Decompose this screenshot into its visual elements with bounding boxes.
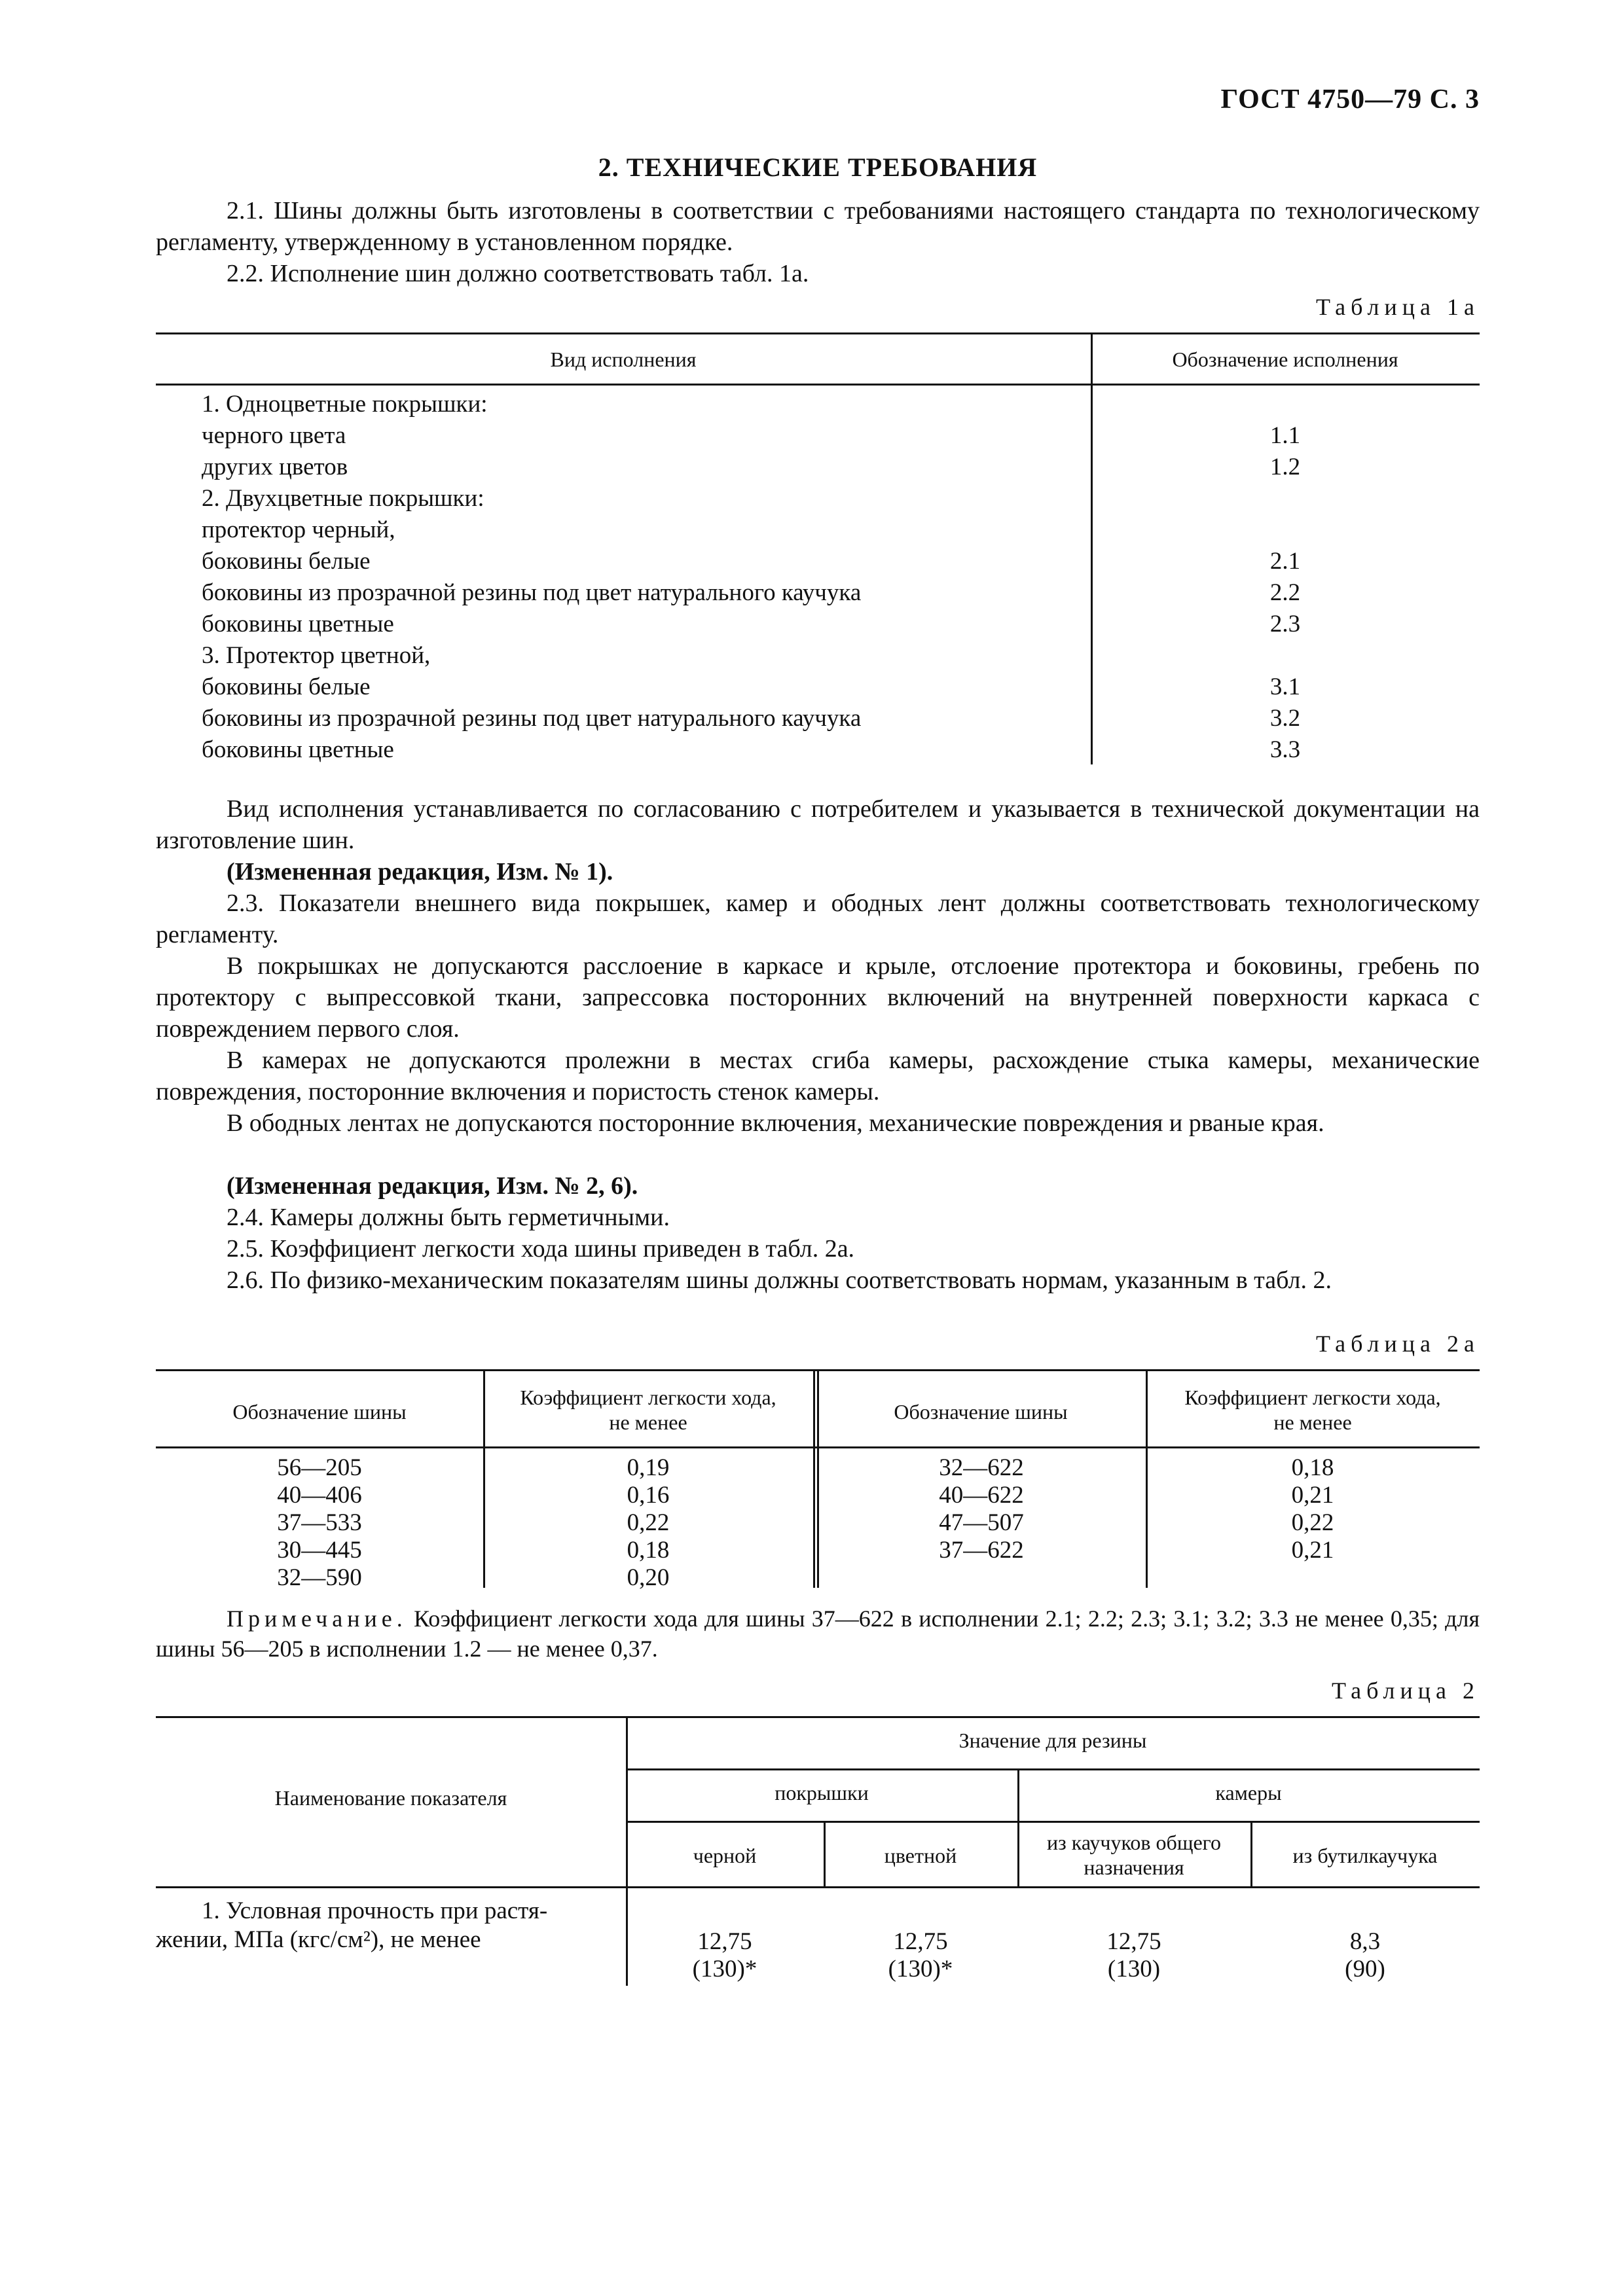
table-1a-row-name: протектор черный, xyxy=(202,516,395,543)
table-2-h-name: Наименование показателя xyxy=(274,1786,507,1810)
table-2a-right-coefficient: 0,21 xyxy=(1291,1482,1334,1509)
table-2a-left-coefficient: 0,22 xyxy=(627,1509,670,1536)
table-2a-h4 xyxy=(1146,1385,1480,1435)
table-2a-h1: Обозначение шины xyxy=(232,1400,407,1424)
table-2a-left-coefficient: 0,18 xyxy=(627,1537,670,1564)
table-2-row1-name-line1: 1. Условная прочность при растя- xyxy=(202,1897,548,1924)
paragraph-2-4: 2.4. Камеры должны быть герметичными. xyxy=(227,1204,670,1231)
table-1a-row-name: боковины цветные xyxy=(202,611,394,637)
paragraph-2-5: 2.5. Коэффициент легкости хода шины приведен в табл. 2а. xyxy=(227,1235,855,1263)
table-1a-row-name: боковины белые xyxy=(202,548,371,575)
table-2-h-color: цветной xyxy=(884,1844,957,1867)
table-2-caption: Таблица 2 xyxy=(1332,1677,1480,1704)
table-1a-row-code: 3.3 xyxy=(1269,736,1301,763)
section-title: 2. ТЕХНИЧЕСКИЕ ТРЕБОВАНИЯ xyxy=(598,152,1038,182)
table-2-h-butyl: из бутилкаучука xyxy=(1292,1844,1438,1867)
table-1a-col1-header: Вид исполнения xyxy=(550,348,697,371)
table-2-row1-name-line2: жении, МПа (кгс/см²), не менее xyxy=(156,1926,481,1953)
table-1a-header-rule xyxy=(156,384,1480,386)
table-2-row1-general-kgf: (130) xyxy=(1107,1956,1161,1982)
table-2a-left-coefficient: 0,20 xyxy=(627,1564,670,1591)
note-text: Коэффициент легкости хода для шины 37—622 в исполнении 2.1; 2.2; 2.3; 3.1; 3.2; 3.3 не менее 0,35; для шины 56—205 в исполнении 1.2 — не менее 0,37. xyxy=(156,1605,1480,1662)
table-2a-right-coefficient: 0,22 xyxy=(1291,1509,1334,1536)
table-2a-left-tire: 37—533 xyxy=(277,1509,362,1536)
table-2-row1-black xyxy=(626,1928,824,1983)
table-1a-row-code: 2.3 xyxy=(1269,611,1301,637)
table-2a-right-tire: 40—622 xyxy=(939,1482,1024,1509)
table-2a-right-tire: 32—622 xyxy=(939,1454,1024,1481)
paragraph-vid: Вид исполнения устанавливается по согласованию с потребителем и указывается в технической документации на изготовление шин. xyxy=(156,795,1480,854)
table-2-h-black: черной xyxy=(693,1844,757,1867)
table-2-h-general xyxy=(1017,1830,1250,1880)
table-2a-left-tire: 30—445 xyxy=(277,1537,362,1564)
amendment-1: (Измененная редакция, Изм. № 1). xyxy=(227,858,613,886)
table-2-header-rule xyxy=(156,1886,1480,1888)
table-2a-left-coefficient: 0,16 xyxy=(627,1482,670,1509)
table-1a-col2-header: Обозначение исполнения xyxy=(1172,348,1398,371)
table-2a-left-tire: 32—590 xyxy=(277,1564,362,1591)
table-1a-row-code: 3.1 xyxy=(1269,673,1301,700)
paragraph-2-6: 2.6. По физико-механическим показателям шины должны соответствовать нормам, указанным в табл. 2. xyxy=(227,1266,1332,1294)
table-2a-h4-line1: Коэффициент легкости хода, xyxy=(1184,1386,1441,1409)
table-2a-right-coefficient: 0,21 xyxy=(1291,1537,1334,1564)
table-2a-h4-line2: не менее xyxy=(1273,1410,1352,1434)
table-2-row1-color-value: 12,75 xyxy=(893,1928,948,1955)
page-header: ГОСТ 4750—79 С. 3 xyxy=(1220,84,1480,115)
table-2-row1-color-kgf: (130)* xyxy=(888,1956,953,1982)
table-2-row1-black-kgf: (130)* xyxy=(692,1956,757,1982)
paragraph-tires: В покрышках не допускаются расслоение в каркасе и крыле, отслоение протектора и боковины, гребень по протектору с выпрессовкой ткани, запрессовка посторонних включений на внутренней поверхности каркаса с повреждением первого слоя. xyxy=(156,952,1480,1043)
table-2a-h2-line2: не менее xyxy=(609,1410,687,1434)
table-2a-left-coefficient: 0,19 xyxy=(627,1454,670,1481)
table-1a-row-name: боковины из прозрачной резины под цвет натурального каучука xyxy=(202,579,862,606)
table-1a-row-name: 3. Протектор цветной, xyxy=(202,642,431,669)
table-2a-note xyxy=(156,1604,1480,1664)
table-2a-divider-2a xyxy=(813,1369,815,1588)
table-2a-h3: Обозначение шины xyxy=(894,1400,1068,1424)
table-1a-row-name: 1. Одноцветные покрышки: xyxy=(202,391,488,418)
table-2a-left-tire: 40—406 xyxy=(277,1482,362,1509)
table-2a-h2-line1: Коэффициент легкости хода, xyxy=(520,1386,776,1409)
table-2-row1-name xyxy=(156,1897,622,1954)
table-2-h-tubes: камеры xyxy=(1215,1781,1282,1804)
table-2a-right-tire: 37—622 xyxy=(939,1537,1024,1564)
table-2-h-value: Значение для резины xyxy=(958,1729,1147,1752)
table-2-h-general-line2: назначения xyxy=(1084,1856,1184,1879)
table-1a-row-name: 2. Двухцветные покрышки: xyxy=(202,485,484,512)
table-1a-row-code: 2.1 xyxy=(1269,548,1301,575)
table-2-h-rule-1 xyxy=(626,1768,1480,1770)
table-1a-row-name: других цветов xyxy=(202,454,348,480)
table-1a-row-name: боковины цветные xyxy=(202,736,394,763)
paragraph-rim-tapes: В ободных лентах не допускаются посторонние включения, механические повреждения и рваные края. xyxy=(227,1109,1324,1137)
table-2-row1-general-value: 12,75 xyxy=(1106,1928,1161,1955)
table-1a-row-code: 2.2 xyxy=(1269,579,1301,606)
table-1a-row-code: 1.1 xyxy=(1269,422,1301,449)
paragraph-2-2: 2.2. Исполнение шин должно соответствовать табл. 1а. xyxy=(227,260,809,287)
table-2-row1-general xyxy=(1017,1928,1250,1983)
amendment-2: (Измененная редакция, Изм. № 2, 6). xyxy=(227,1172,638,1200)
table-1a-row-code: 1.2 xyxy=(1269,454,1301,480)
table-2a-h2 xyxy=(483,1385,813,1435)
table-2-h-general-line1: из каучуков общего xyxy=(1047,1831,1221,1854)
table-2-row1-butyl xyxy=(1250,1928,1480,1983)
table-1a-row-name: боковины из прозрачной резины под цвет натурального каучука xyxy=(202,705,862,732)
table-2-row1-butyl-value: 8,3 xyxy=(1349,1928,1381,1955)
table-2a-caption: Таблица 2а xyxy=(1316,1331,1480,1357)
table-2a-right-tire: 47—507 xyxy=(939,1509,1024,1536)
table-2-row1-butyl-kgf: (90) xyxy=(1345,1956,1385,1982)
table-2a-right-coefficient: 0,18 xyxy=(1291,1454,1334,1481)
note-label: Примечание. xyxy=(227,1605,407,1632)
table-2a-left-tire: 56—205 xyxy=(277,1454,362,1481)
paragraph-2-3: 2.3. Показатели внешнего вида покрышек, камер и ободных лент должны соответствовать технологическому регламенту. xyxy=(156,889,1480,948)
table-1a-caption: Таблица 1а xyxy=(1316,294,1480,320)
paragraph-tubes: В камерах не допускаются пролежни в местах сгиба камеры, расхождение стыка камеры, механические повреждения, посторонние включения и пористость стенок камеры. xyxy=(156,1047,1480,1105)
table-2-row1-black-value: 12,75 xyxy=(697,1928,752,1955)
table-1a-row-code: 3.2 xyxy=(1269,705,1301,732)
table-2-h-tires: покрышки xyxy=(775,1781,869,1804)
table-2-top-rule xyxy=(156,1716,1480,1718)
table-1a-top-rule xyxy=(156,332,1480,334)
table-2-row1-color xyxy=(824,1928,1017,1983)
table-2-h-rule-2 xyxy=(626,1821,1480,1823)
table-1a-row-name: черного цвета xyxy=(202,422,346,449)
table-1a-row-name: боковины белые xyxy=(202,673,371,700)
paragraph-2-1: 2.1. Шины должны быть изготовлены в соответствии с требованиями настоящего стандарта по технологическому регламенту, утвержденному в установленном порядке. xyxy=(156,197,1480,256)
